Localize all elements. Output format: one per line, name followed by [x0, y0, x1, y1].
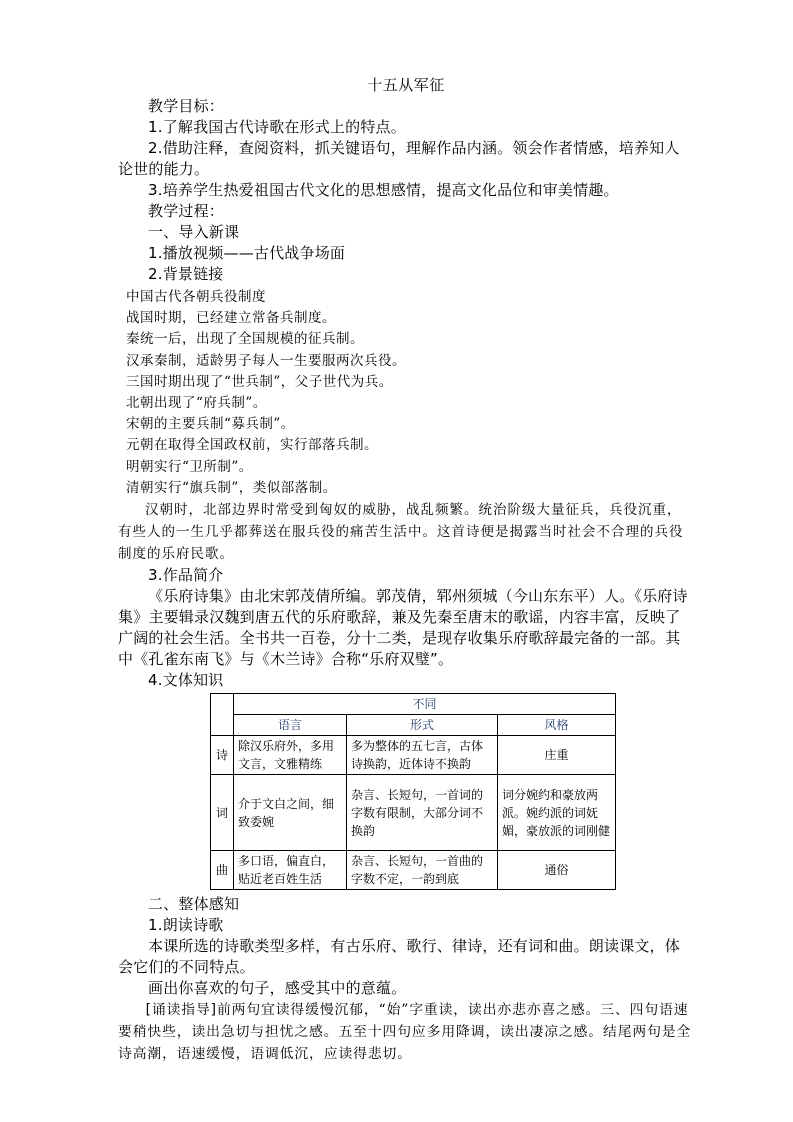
table-column-header: 形式: [347, 715, 498, 736]
table-column-header: 风格: [498, 715, 616, 736]
language-cell: 多口语，偏直白，贴近老百姓生活: [234, 851, 347, 890]
table-corner-cell: [211, 694, 234, 736]
goals-heading: 教学目标：: [148, 97, 225, 115]
page-title: 十五从军征: [367, 76, 445, 94]
language-cell: 介于文白之间，细致委婉: [234, 775, 347, 851]
goal-item: 2.借助注释，查阅资料，抓关键语句，理解作品内涵。领会作者情感，培养知人论世的能力。: [118, 139, 680, 178]
language-cell: 除汉乐府外，多用文言，文雅精练: [234, 736, 347, 775]
table-column-header: 语言: [234, 715, 347, 736]
process-heading: 教学过程：: [148, 202, 225, 220]
form-cell: 杂言、长短句，一首曲的字数不定，一韵到底: [347, 851, 498, 890]
table-row: [211, 736, 616, 775]
table-row: [211, 851, 616, 890]
reading-guide-paragraph: [118, 999, 694, 1065]
form-cell: 杂言、长短句，一首词的字数有限制，大部分词不换韵: [347, 775, 498, 851]
goal-item: 1.了解我国古代诗歌在形式上的特点。: [148, 118, 406, 136]
form-cell: 多为整体的五七言，古体诗换韵，近体诗不换韵: [347, 736, 498, 775]
intro-paragraph: 《乐府诗集》由北宋郭茂倩所编。郭茂倩，郓州须城（今山东东平）人。《乐府诗集》主要辑录汉魏到唐五代的乐府歌辞，兼及先秦至唐末的歌谣，内容丰富，反映了广阔的社会生活。全书共一百卷，分十二类，是现存收集乐府歌辞最完备的一部。其中《孔雀东南飞》与《木兰诗》合称“乐府双璧”。: [118, 587, 688, 669]
section-heading: 一、导入新课: [148, 223, 240, 241]
genre-cell: 词: [211, 775, 234, 851]
background-line: 三国时期出现了“世兵制”，父子世代为兵。: [126, 373, 393, 390]
reading-paragraph: 画出你喜欢的句子，感受其中的意蕴。: [148, 979, 407, 998]
genre-cell: 诗: [211, 736, 234, 775]
step-heading: 2.背景链接: [148, 265, 224, 283]
background-line: 中国古代各朝兵役制度: [126, 289, 266, 305]
table-row: [211, 775, 616, 851]
style-cell: 通俗: [498, 851, 616, 890]
step-heading: 3.作品简介: [148, 566, 224, 585]
document-page: [118, 75, 694, 1065]
background-line: 清朝实行“旗兵制”，类似部落制。: [126, 479, 337, 496]
style-cell: 词分婉约和豪放两派。婉约派的词妩媚，豪放派的词刚健: [498, 775, 616, 851]
step-heading: 1.播放视频——古代战争场面: [148, 244, 346, 262]
table-group-header: 不同: [234, 694, 616, 715]
step-heading: 4.文体知识: [148, 671, 224, 690]
genre-cell: 曲: [211, 851, 234, 890]
reading-guide-text: 前两句宜读得缓慢沉郁，“始”字重读，读出亦悲亦喜之感。三、四句语速要稍快些，读出急切与担忧之感。五至十四句应多用降调，读出凄凉之感。结尾两句是全诗高潮，语速缓慢，语调低沉，应读得悲切。: [118, 1002, 692, 1063]
reading-guide-label: [诵读指导]: [145, 1002, 217, 1019]
background-paragraph: 汉朝时，北部边界时常受到匈奴的威胁，战乱频繁。统治阶级大量征兵，兵役沉重，有些人的一生几乎都葬送在服兵役的痛苦生活中。这首诗便是揭露当时社会不合理的兵役制度的乐府民歌。: [118, 502, 684, 563]
background-line: 元朝在取得全国政权前，实行部落兵制。: [126, 437, 378, 454]
background-line: 战国时期，已经建立常备兵制度。: [126, 310, 336, 327]
style-cell: 庄重: [498, 736, 616, 775]
background-line: 明朝实行“卫所制”。: [126, 458, 253, 475]
background-line: 北朝出现了“府兵制”。: [126, 395, 267, 412]
background-line: 宋朝的主要兵制“募兵制”。: [126, 416, 295, 433]
step-heading: 1.朗读诗歌: [148, 916, 224, 935]
goal-item: 3.培养学生热爱祖国古代文化的思想感情，提高文化品位和审美情趣。: [148, 181, 619, 199]
background-line: 汉承秦制，适龄男子每人一生要服两次兵役。: [126, 352, 406, 369]
genre-comparison-table: [210, 693, 616, 890]
reading-paragraph: 本课所选的诗歌类型多样，有古乐府、歌行、律诗，还有词和曲。朗读课文，体会它们的不同特点。: [118, 937, 681, 977]
section-heading: 二、整体感知: [148, 895, 240, 914]
background-list: [118, 287, 694, 499]
background-line: 秦统一后，出现了全国规模的征兵制。: [126, 331, 364, 348]
